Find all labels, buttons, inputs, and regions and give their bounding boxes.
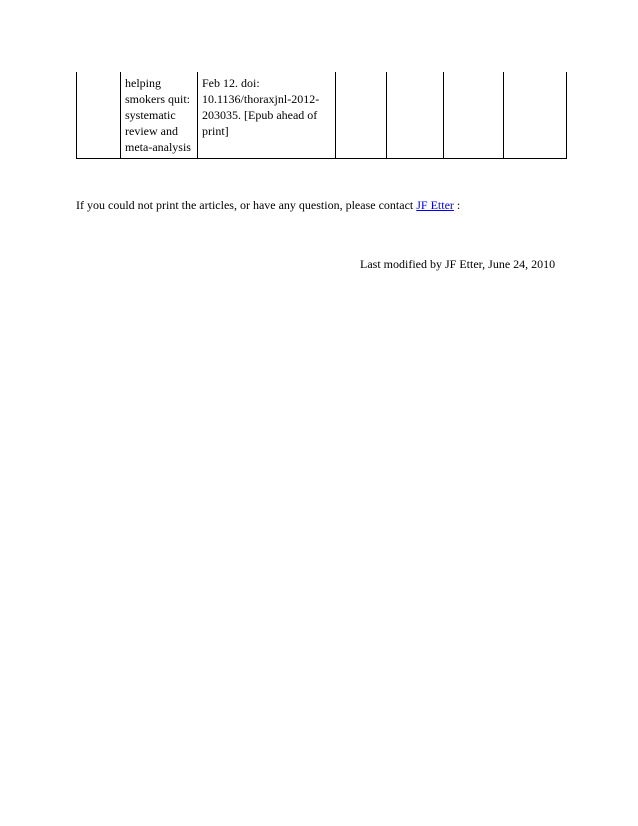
table-cell-empty (504, 72, 567, 159)
table-cell-reference: Feb 12. doi: 10.1136/thoraxjnl-2012-203035. [Epub ahead of print] (198, 72, 336, 159)
contact-paragraph (76, 197, 460, 213)
articles-table (76, 72, 567, 159)
articles-table-wrapper (76, 72, 567, 159)
table-cell-empty (387, 72, 444, 159)
contact-suffix: : (453, 198, 461, 212)
table-cell-title: helping smokers quit: systematic review and meta-analysis (121, 72, 198, 159)
table-cell-empty (444, 72, 504, 159)
table-cell-empty (336, 72, 387, 159)
contact-prefix: If you could not print the articles, or have any question, please contact (76, 198, 417, 212)
table-cell-number (77, 72, 121, 159)
contact-link[interactable]: JF Etter (416, 198, 454, 212)
table-row (77, 72, 567, 159)
last-modified-text: Last modified by JF Etter, June 24, 2010 (360, 257, 556, 271)
